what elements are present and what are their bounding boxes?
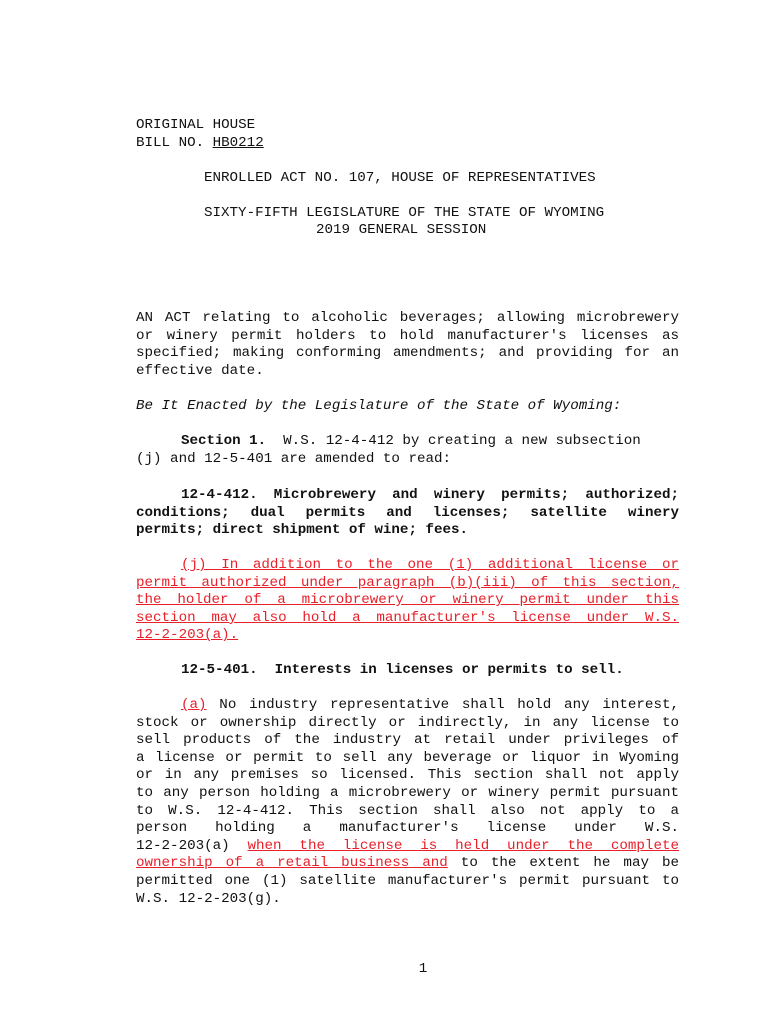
section-12-5-401-heading: 12-5-401. Interests in licenses or permits to sell. (181, 662, 624, 678)
subsection-a-line: to any person holding a microbrewery or winery permit pursuant (136, 784, 679, 801)
subsection-j-inserted (136, 557, 679, 645)
act-title-line: effective date. (136, 362, 264, 379)
subsection-a-line: a license or permit to sell any beverage or liquor in Wyoming (136, 749, 679, 766)
bill-number-line (136, 135, 264, 153)
section-1-text: W.S. 12-4-412 by creating a new subsection (266, 433, 641, 449)
session-line: 2019 GENERAL SESSION (316, 222, 487, 238)
act-title-line: specified; making conforming amendments; and providing for an (136, 345, 679, 362)
subsection-a-line: sell products of the industry at retail under privileges of (136, 732, 679, 749)
section-1-line-2: (j) and 12-5-401 are amended to read: (136, 451, 452, 467)
subsection-a-line: to W.S. 12-4-412. This section shall also not apply to a (136, 802, 679, 819)
subsection-a-line: permitted one (1) satellite manufacturer's permit pursuant to (136, 872, 679, 889)
subsection-a (136, 697, 679, 908)
inserted-text: ownership of a retail business and (136, 855, 448, 872)
heading-line: conditions; dual permits and licenses; satellite winery (136, 504, 679, 521)
subsection-a-label: (a) (181, 697, 207, 713)
bill-label: BILL NO. (136, 135, 213, 151)
subsection-a-line: stock or ownership directly or indirectly, in any license to (136, 714, 679, 731)
inserted-line: (j) In addition to the one (1) additional license or (181, 557, 679, 573)
enacting-clause: Be It Enacted by the Legislature of the State of Wyoming: (136, 398, 622, 414)
subsection-a-line: person holding a manufacturer's license under W.S. (136, 820, 679, 837)
subsection-a-line: (a) No industry representative shall hold any interest, (181, 697, 679, 713)
section-12-4-412-heading (136, 487, 679, 540)
act-title (136, 310, 679, 380)
inserted-line: the holder of a microbrewery or winery permit under this (136, 592, 679, 609)
subsection-a-line: or in any premises so licensed. This section shall not apply (136, 767, 679, 784)
section-1-line (181, 433, 641, 451)
page-number: 1 (418, 961, 428, 977)
act-title-line: AN ACT relating to alcoholic beverages; allowing microbrewery (136, 310, 679, 326)
subsection-a-line: W.S. 12-2-203(g). (136, 890, 281, 907)
enrolled-act-line: ENROLLED ACT NO. 107, HOUSE OF REPRESENTATIVES (204, 170, 596, 186)
subsection-a-line: 12-2-203(a) when the license is held under the complete (136, 837, 679, 854)
legislature-line: SIXTY-FIFTH LEGISLATURE OF THE STATE OF WYOMING (204, 205, 605, 221)
inserted-text: when the license is held under the complete (247, 837, 679, 854)
bill-number: HB0212 (212, 135, 264, 151)
inserted-line: section may also hold a manufacturer's license under W.S. (136, 609, 679, 626)
act-title-line: or winery permit holders to hold manufacturer's licenses as (136, 327, 679, 344)
origin-label: ORIGINAL HOUSE (136, 117, 256, 133)
inserted-line: permit authorized under paragraph (b)(iii) of this section, (136, 574, 679, 591)
inserted-line: 12-2-203(a). (136, 627, 239, 644)
heading-line: 12-4-412. Microbrewery and winery permits; authorized; (181, 487, 679, 503)
subsection-a-line: ownership of a retail business and to the extent he may be (136, 855, 679, 872)
heading-line: permits; direct shipment of wine; fees. (136, 522, 469, 539)
section-1-label: Section 1. (181, 433, 267, 449)
